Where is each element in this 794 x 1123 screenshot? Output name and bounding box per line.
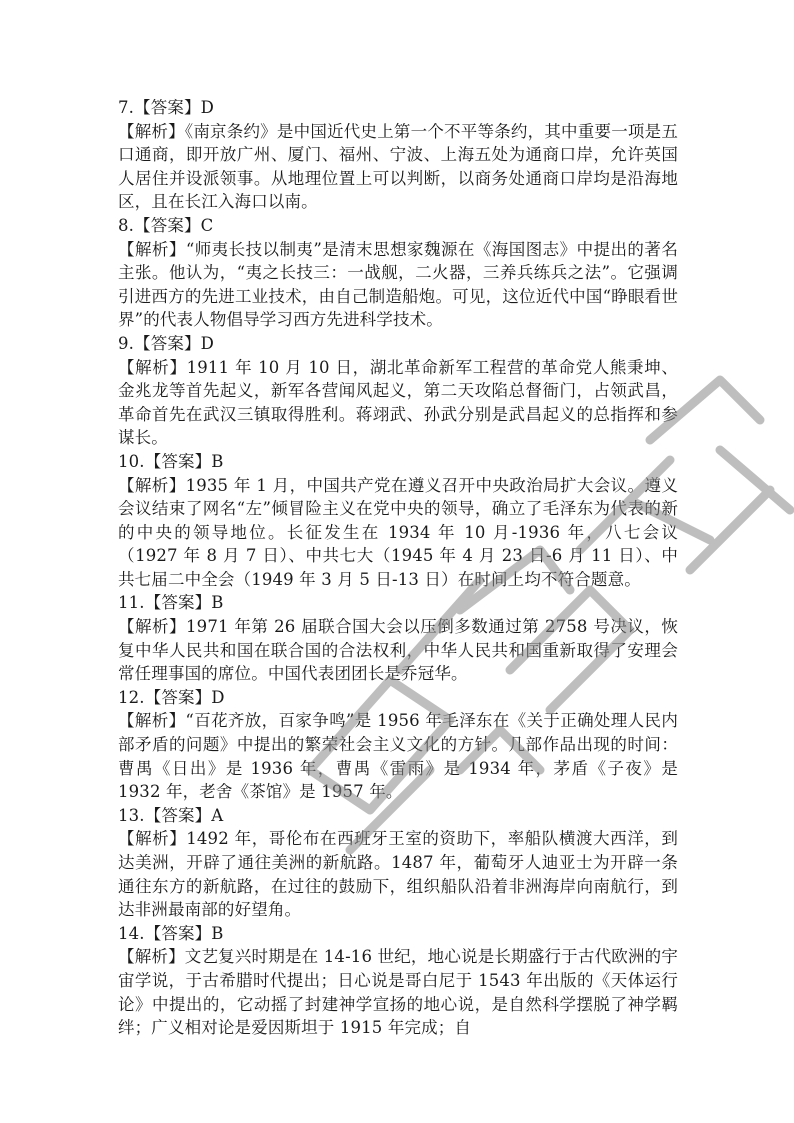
answer-line-9: 9.【答案】D xyxy=(118,333,215,353)
analysis-paragraph-14: 【解析】文艺复兴时期是在 14-16 世纪，地心说是长期盛行于古代欧洲的宇宙学说，于古希腊时代提出；日心说是哥白尼于 1543 年出版的《天体运行论》中提出的，它动摇了封建神学宣扬的地心说，是自然科学摆脱了神学羁绊；广义相对论是爱因斯坦于 1915 年完成；自 xyxy=(118,947,678,1038)
answer-line-13: 13.【答案】A xyxy=(118,805,224,825)
analysis-paragraph-7: 【解析】《南京条约》是中国近代史上第一个不平等条约，其中重要一项是五口通商，即开放广州、厦门、福州、宁波、上海五处为通商口岸，允许英国人居住并设派领事。从地理位置上可以判断，以商务处通商口岸均是沿海地区，且在长江入海口以南。 xyxy=(118,121,678,212)
analysis-paragraph-11: 【解析】1971 年第 26 届联合国大会以压倒多数通过第 2758 号决议，恢复中华人民共和国在联合国的合法权利，中华人民共和国重新取得了安理会常任理事国的席位。中国代表团团长是乔冠华。 xyxy=(118,617,678,684)
answer-line-12: 12.【答案】D xyxy=(118,687,225,707)
answer-line-10: 10.【答案】B xyxy=(118,451,224,471)
analysis-paragraph-13: 【解析】1492 年，哥伦布在西班牙王室的资助下，率船队横渡大西洋，到达美洲，开辟了通往美洲的新航路。1487 年，葡萄牙人迪亚士为开辟一条通往东方的新航路，在过往的鼓励下，组织船队沿着非洲海岸向南航行，到达非洲最南部的好望角。 xyxy=(118,829,678,920)
answer-key-content xyxy=(118,96,678,1040)
analysis-paragraph-8: 【解析】“师夷长技以制夷”是清末思想家魏源在《海国图志》中提出的著名主张。他认为，“夷之长技三：一战舰，二火器，三养兵练兵之法”。它强调引进西方的先进工业技术，由自己制造船炮。可见，这位近代中国“睁眼看世界”的代表人物倡导学习西方先进科学技术。 xyxy=(118,239,678,330)
answer-line-11: 11.【答案】B xyxy=(118,593,224,613)
answer-line-14: 14.【答案】B xyxy=(118,923,224,943)
answer-line-8: 8.【答案】C xyxy=(118,215,214,235)
analysis-paragraph-10: 【解析】1935 年 1 月，中国共产党在遵义召开中央政治局扩大会议。遵义会议结束了网名“左”倾冒险主义在党中央的领导，确立了毛泽东为代表的新的中央的领导地位。长征发生在 1934 年 10 月-1936 年，八七会议（1927 年 8 月 7 日）、中共七大（1945 年 4 月 23 日-6 月 11 日）、中共七届二中全会（1949 年 3 月 5 日-13 日）在时间上均不符合题意。 xyxy=(118,475,678,589)
analysis-paragraph-9: 【解析】1911 年 10 月 10 日，湖北革命新军工程营的革命党人熊秉坤、金兆龙等首先起义，新军各营闻风起义，第二天攻陷总督衙门，占领武昌，革命首先在武汉三镇取得胜利。蒋翊武、孙武分别是武昌起义的总指挥和参谋长。 xyxy=(118,357,678,448)
analysis-paragraph-12: 【解析】“百花齐放，百家争鸣”是 1956 年毛泽东在《关于正确处理人民内部矛盾的问题》中提出的繁荣社会主义文化的方针。几部作品出现的时间：曹禺《日出》是 1936 年，曹禺《雷雨》是 1934 年，茅盾《子夜》是 1932 年，老舍《茶馆》是 1957 年。 xyxy=(118,711,678,802)
answer-line-7: 7.【答案】D xyxy=(118,98,215,117)
